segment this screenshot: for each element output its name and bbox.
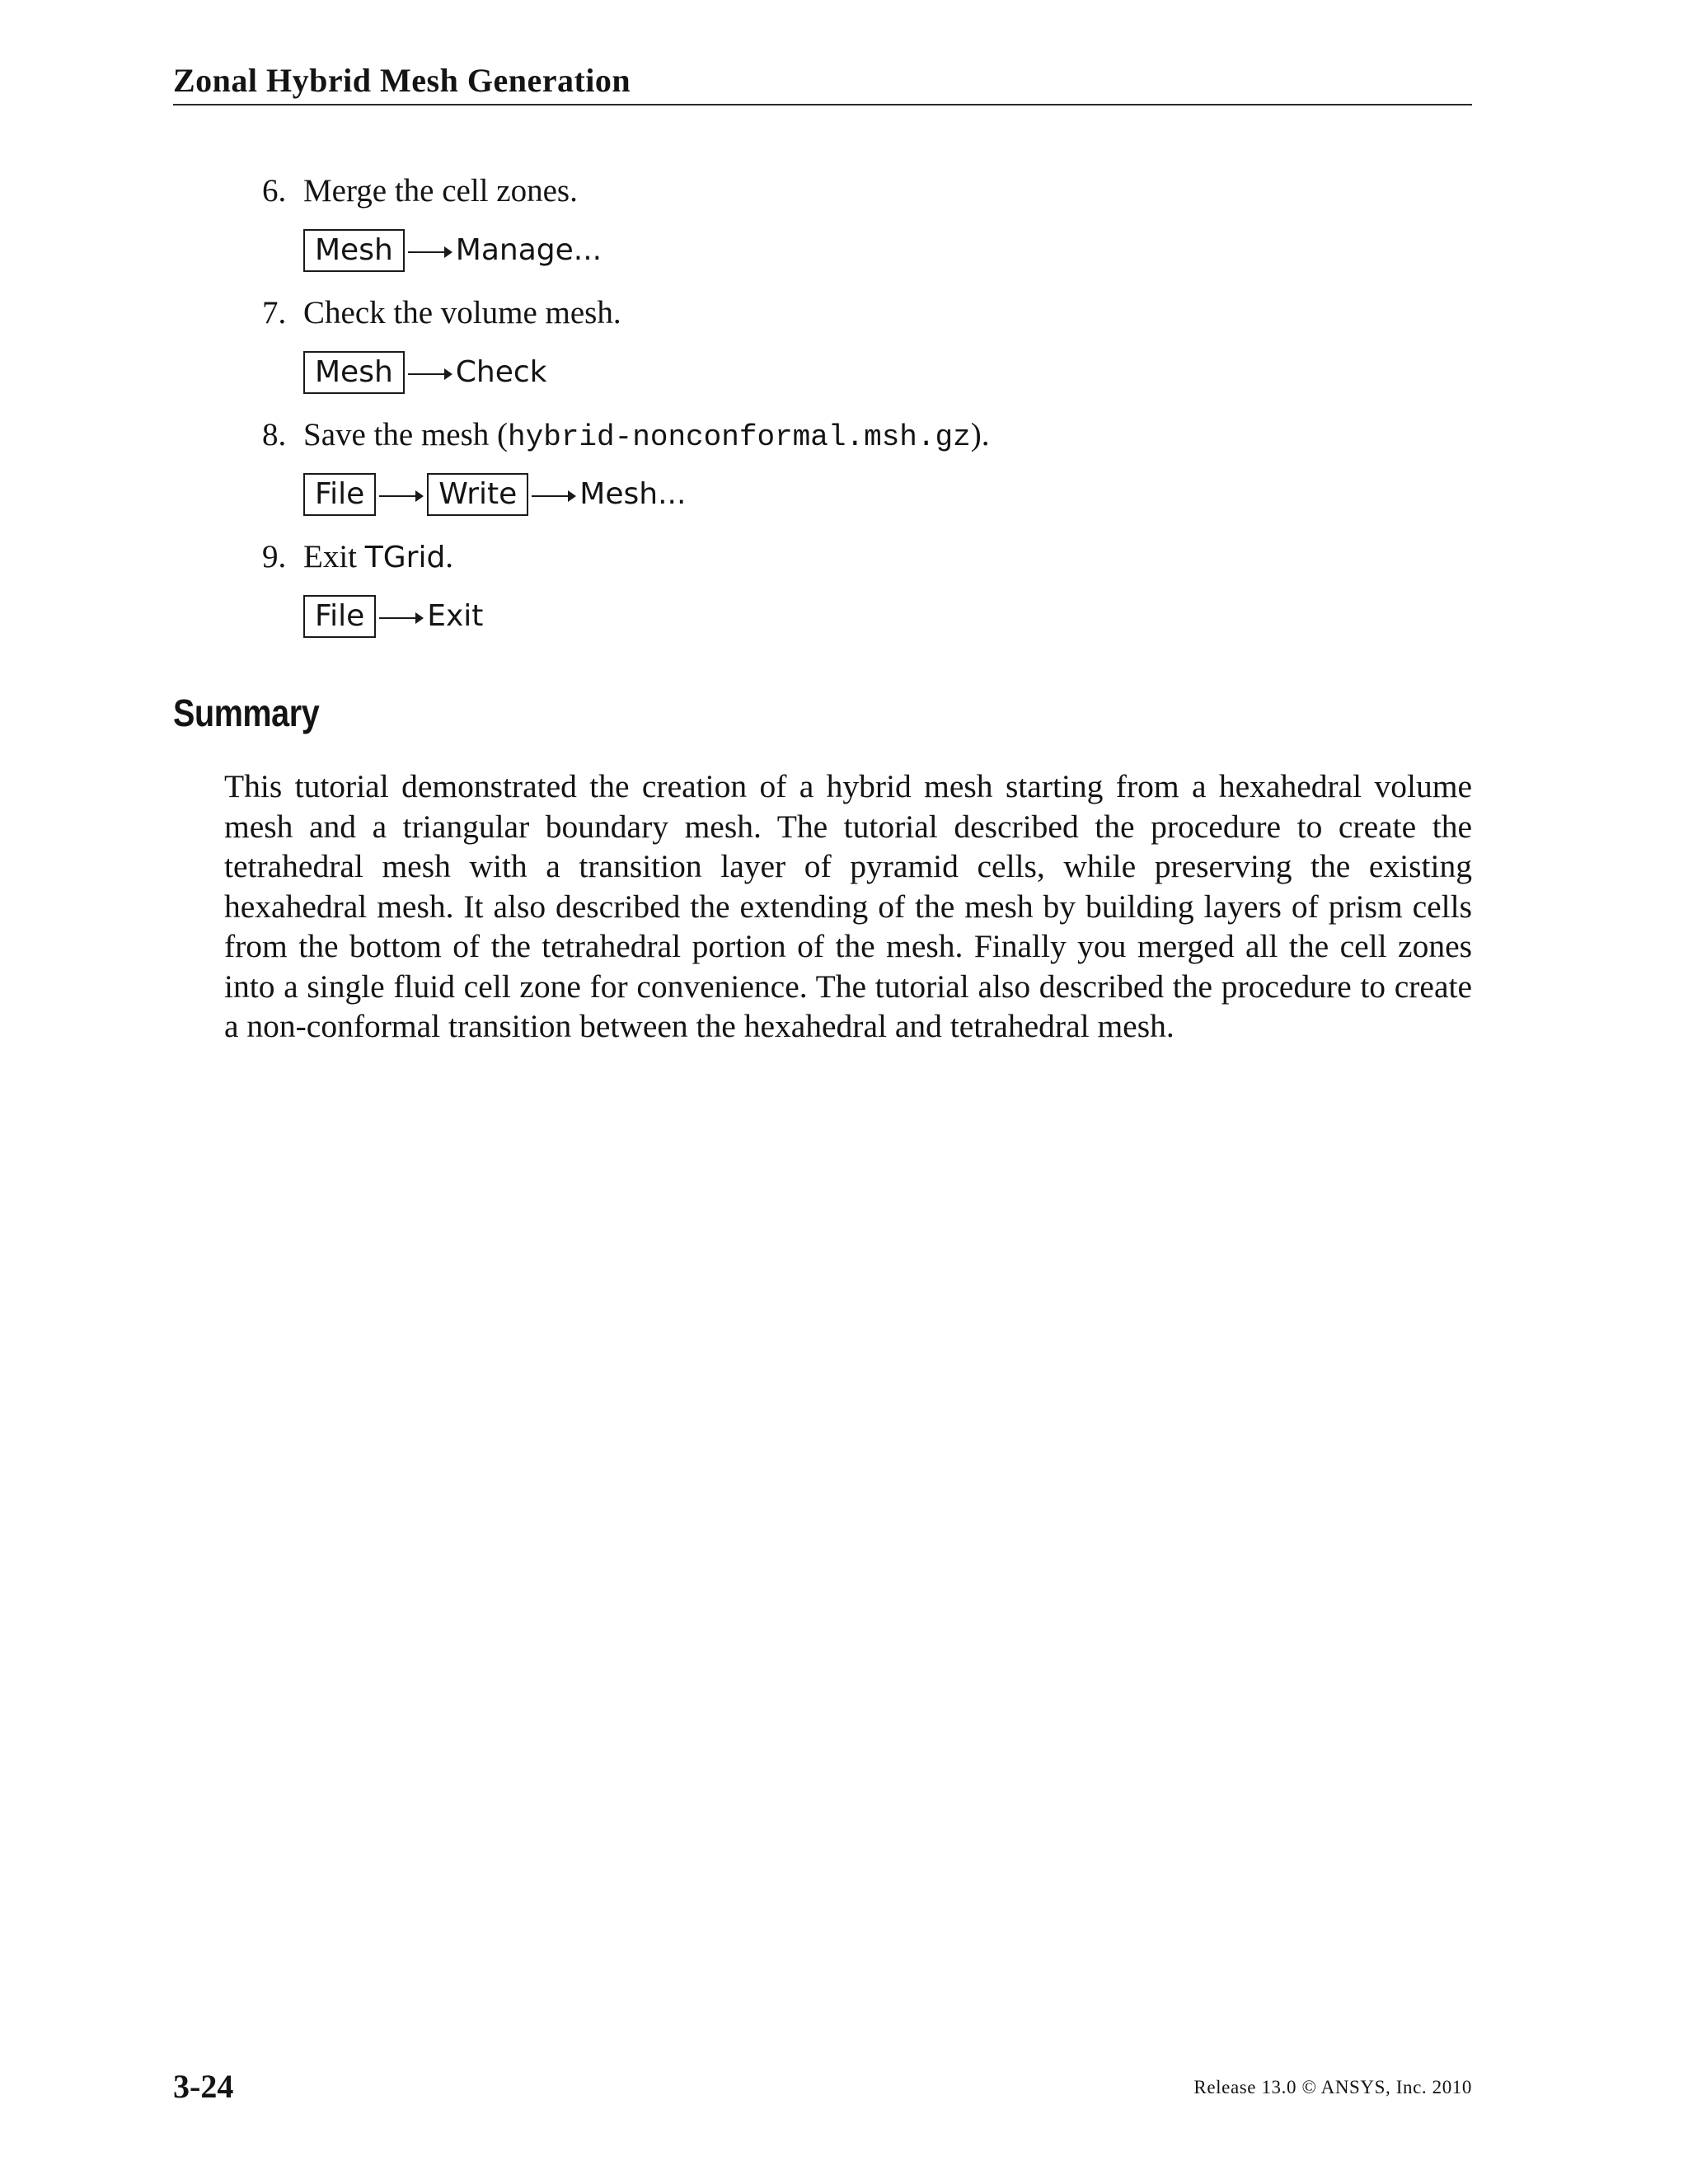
menu-file-button[interactable]: File (303, 595, 376, 638)
arrow-right-icon (405, 232, 456, 269)
step-number: 6. (262, 173, 287, 209)
menu-item-exit[interactable]: Exit (427, 599, 484, 633)
filename: hybrid-nonconformal.msh.gz (508, 420, 971, 454)
arrow-right-icon (376, 476, 427, 513)
menu-path (303, 229, 602, 272)
step-list (262, 171, 1416, 659)
step-number: 8. (262, 417, 287, 452)
step-text: Exit (303, 539, 365, 574)
menu-item-check[interactable]: Check (455, 355, 547, 389)
running-header (173, 61, 1472, 105)
step-text-end: . (445, 539, 454, 574)
page-number: 3-24 (173, 2068, 234, 2105)
summary-paragraph: This tutorial demonstrated the creation of a hybrid mesh starting from a hexahedral volume mesh and a triangular boundary mesh. The tutorial described the procedure to create the tetrahedral mesh with a transition layer of pyramid cells, while preserving the existing hexahedral mesh. It also described the extending of the mesh by building layers of prism cells from the bottom of the tetrahedral portion of the mesh. Finally you merged all the cell zones into a single fluid cell zone for convenience. The tutorial also described the procedure to create a non-conformal transition between the hexahedral and tetrahedral mesh. (224, 768, 1472, 1044)
step-number: 9. (262, 539, 287, 574)
menu-mesh-button[interactable]: Mesh (303, 229, 405, 272)
menu-mesh-button[interactable]: Mesh (303, 351, 405, 394)
list-item (262, 415, 1416, 537)
menu-item-mesh[interactable]: Mesh... (579, 477, 687, 511)
step-text-end: ). (970, 417, 990, 452)
section-heading: Summary (173, 691, 320, 734)
list-item (262, 537, 1416, 659)
menu-path (303, 595, 483, 638)
step-text: Merge the cell zones. (303, 173, 578, 209)
menu-path (303, 351, 547, 394)
step-number: 7. (262, 295, 287, 330)
step-text: Check the volume mesh. (303, 295, 621, 330)
menu-write-button[interactable]: Write (427, 473, 528, 516)
chapter-title: Zonal Hybrid Mesh Generation (173, 62, 631, 99)
arrow-right-icon (405, 354, 456, 391)
step-text: Save the mesh ( (303, 417, 509, 452)
release-notice: Release 13.0 © ANSYS, Inc. 2010 (1193, 2077, 1472, 2097)
menu-path (303, 473, 686, 516)
menu-item-manage[interactable]: Manage... (455, 233, 603, 267)
list-item (262, 171, 1416, 293)
arrow-right-icon (376, 598, 427, 635)
menu-file-button[interactable]: File (303, 473, 376, 516)
arrow-right-icon (528, 476, 579, 513)
app-name: TGrid (364, 541, 446, 574)
list-item (262, 293, 1416, 415)
